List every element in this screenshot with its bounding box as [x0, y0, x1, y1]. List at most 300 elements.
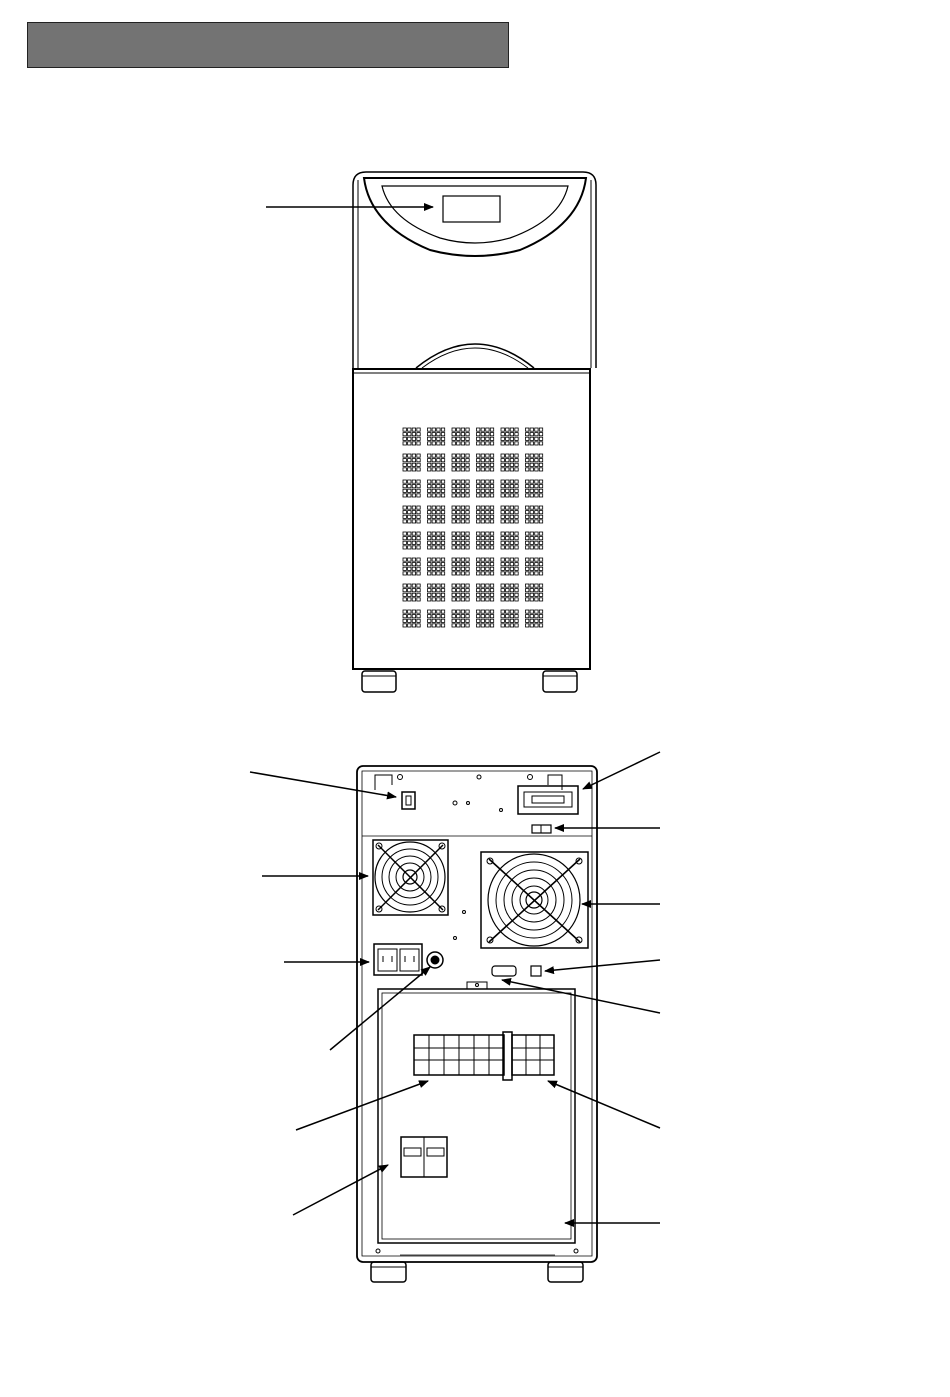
vent-hole: [437, 511, 440, 514]
vent-hole: [526, 619, 529, 622]
vent-hole: [486, 454, 489, 457]
vent-hole: [441, 459, 444, 462]
vent-hole: [437, 593, 440, 596]
vent-hole: [408, 541, 411, 544]
vent-hole: [501, 494, 504, 497]
vent-hole: [417, 589, 420, 592]
vent-hole: [466, 515, 469, 518]
vent-hole: [437, 459, 440, 462]
vent-hole: [428, 558, 431, 561]
vent-hole: [481, 541, 484, 544]
vent-hole: [403, 511, 406, 514]
vent-hole: [408, 468, 411, 471]
vent-hole: [490, 506, 493, 509]
vent-hole: [432, 624, 435, 627]
vent-hole: [412, 494, 415, 497]
vent-hole: [417, 515, 420, 518]
vent-hole: [526, 589, 529, 592]
vent-hole: [515, 468, 518, 471]
vent-hole: [452, 532, 455, 535]
vent-hole: [515, 567, 518, 570]
vent-hole: [457, 515, 460, 518]
vent-hole: [535, 454, 538, 457]
vent-hole: [481, 619, 484, 622]
vent-hole: [457, 619, 460, 622]
vent-hole: [452, 589, 455, 592]
vent-hole: [408, 558, 411, 561]
vent-hole: [457, 494, 460, 497]
vent-hole: [441, 593, 444, 596]
vent-hole: [461, 511, 464, 514]
vent-hole: [530, 532, 533, 535]
vent-hole: [490, 563, 493, 566]
vent-hole: [412, 442, 415, 445]
vent-hole: [486, 619, 489, 622]
vent-hole: [452, 615, 455, 618]
vent-hole: [526, 610, 529, 613]
vent-hole: [461, 532, 464, 535]
vent-hole: [477, 428, 480, 431]
vent-hole: [428, 541, 431, 544]
vent-hole: [535, 619, 538, 622]
vent-hole: [477, 563, 480, 566]
vent-hole: [526, 615, 529, 618]
vent-hole: [457, 480, 460, 483]
vent-hole: [432, 589, 435, 592]
vent-hole: [501, 433, 504, 436]
vent-hole: [457, 489, 460, 492]
vent-hole: [515, 515, 518, 518]
vent-hole: [481, 433, 484, 436]
vent-hole: [530, 567, 533, 570]
vent-hole: [452, 485, 455, 488]
vent-hole: [466, 485, 469, 488]
vent-hole: [535, 437, 538, 440]
rear-terminal-cover: [378, 989, 575, 1243]
vent-hole: [403, 515, 406, 518]
vent-hole: [417, 485, 420, 488]
vent-hole: [417, 520, 420, 523]
vent-hole: [535, 537, 538, 540]
vent-hole: [530, 480, 533, 483]
vent-hole: [539, 584, 542, 587]
vent-hole: [432, 485, 435, 488]
vent-hole: [412, 593, 415, 596]
vent-hole: [510, 532, 513, 535]
vent-hole: [452, 619, 455, 622]
vent-hole: [412, 532, 415, 535]
vent-hole: [457, 572, 460, 575]
vent-hole: [457, 468, 460, 471]
vent-hole: [510, 437, 513, 440]
vent-hole: [530, 624, 533, 627]
vent-hole: [417, 572, 420, 575]
vent-hole: [412, 489, 415, 492]
vent-hole: [539, 485, 542, 488]
vent-hole: [412, 598, 415, 601]
vent-hole: [408, 624, 411, 627]
vent-hole: [477, 515, 480, 518]
vent-hole: [526, 442, 529, 445]
vent-hole: [408, 489, 411, 492]
vent-hole: [437, 506, 440, 509]
vent-hole: [452, 468, 455, 471]
vent-hole: [452, 489, 455, 492]
vent-hole: [510, 468, 513, 471]
vent-hole: [539, 532, 542, 535]
vent-hole: [417, 506, 420, 509]
vent-hole: [510, 442, 513, 445]
vent-hole: [466, 511, 469, 514]
vent-hole: [526, 541, 529, 544]
vent-hole: [477, 494, 480, 497]
vent-hole: [432, 489, 435, 492]
vent-hole: [506, 520, 509, 523]
vent-hole: [486, 437, 489, 440]
vent-hole: [403, 442, 406, 445]
vent-hole: [461, 515, 464, 518]
vent-hole: [506, 584, 509, 587]
vent-hole: [466, 567, 469, 570]
front-view: [353, 172, 596, 692]
power-switch-callout-arrow: [250, 772, 396, 797]
vent-hole: [510, 615, 513, 618]
vent-hole: [417, 598, 420, 601]
vent-hole: [437, 541, 440, 544]
vent-hole: [539, 442, 542, 445]
vent-hole: [432, 433, 435, 436]
vent-hole: [417, 468, 420, 471]
vent-hole: [490, 468, 493, 471]
vent-hole: [428, 428, 431, 431]
vent-hole: [501, 489, 504, 492]
vent-hole: [481, 428, 484, 431]
vent-hole: [477, 489, 480, 492]
front-vent-grid: [403, 428, 543, 627]
vent-hole: [457, 485, 460, 488]
vent-hole: [526, 454, 529, 457]
vent-hole: [417, 563, 420, 566]
vent-hole: [412, 428, 415, 431]
vent-hole: [486, 541, 489, 544]
vent-hole: [466, 506, 469, 509]
vent-hole: [452, 610, 455, 613]
vent-hole: [506, 515, 509, 518]
vent-hole: [412, 584, 415, 587]
vent-hole: [481, 567, 484, 570]
vent-hole: [535, 598, 538, 601]
vent-hole: [477, 598, 480, 601]
vent-hole: [530, 494, 533, 497]
vent-hole: [437, 489, 440, 492]
vent-hole: [515, 428, 518, 431]
vent-hole: [481, 537, 484, 540]
vent-hole: [441, 584, 444, 587]
vent-hole: [437, 567, 440, 570]
vent-hole: [466, 563, 469, 566]
vent-hole: [437, 546, 440, 549]
vent-hole: [417, 428, 420, 431]
vent-hole: [501, 619, 504, 622]
vent-hole: [539, 515, 542, 518]
vent-hole: [506, 563, 509, 566]
vent-hole: [501, 610, 504, 613]
vent-hole: [530, 572, 533, 575]
vent-hole: [432, 563, 435, 566]
vent-hole: [437, 428, 440, 431]
vent-hole: [506, 489, 509, 492]
vent-hole: [539, 593, 542, 596]
vent-hole: [408, 463, 411, 466]
vent-hole: [432, 454, 435, 457]
vent-hole: [403, 589, 406, 592]
vent-hole: [515, 546, 518, 549]
vent-hole: [432, 463, 435, 466]
rear-right-callouts: [502, 752, 660, 1223]
vent-hole: [417, 480, 420, 483]
vent-hole: [530, 468, 533, 471]
vent-hole: [501, 480, 504, 483]
vent-hole: [510, 558, 513, 561]
vent-hole: [490, 624, 493, 627]
vent-hole: [515, 593, 518, 596]
rear-caster-right: [548, 1262, 583, 1282]
vent-hole: [466, 494, 469, 497]
vent-hole: [506, 494, 509, 497]
vent-hole: [457, 610, 460, 613]
vent-hole: [490, 463, 493, 466]
vent-hole: [428, 584, 431, 587]
vent-hole: [412, 437, 415, 440]
vent-hole: [403, 584, 406, 587]
vent-hole: [535, 520, 538, 523]
vent-hole: [530, 463, 533, 466]
vent-hole: [501, 463, 504, 466]
vent-hole: [412, 572, 415, 575]
vent-hole: [490, 480, 493, 483]
vent-hole: [490, 598, 493, 601]
vent-hole: [481, 437, 484, 440]
vent-hole: [539, 558, 542, 561]
vent-hole: [515, 619, 518, 622]
vent-hole: [461, 428, 464, 431]
vent-hole: [506, 567, 509, 570]
vent-hole: [515, 610, 518, 613]
vent-hole: [477, 572, 480, 575]
display-bezel: [364, 178, 586, 256]
vent-hole: [408, 485, 411, 488]
vent-hole: [441, 437, 444, 440]
vent-hole: [477, 624, 480, 627]
vent-hole: [535, 515, 538, 518]
vent-hole: [486, 572, 489, 575]
vent-hole: [501, 537, 504, 540]
vent-hole: [412, 480, 415, 483]
rear-large-fan: [481, 852, 588, 948]
vent-hole: [510, 563, 513, 566]
vent-hole: [481, 515, 484, 518]
vent-hole: [539, 506, 542, 509]
vent-hole: [432, 546, 435, 549]
vent-hole: [466, 463, 469, 466]
vent-hole: [510, 584, 513, 587]
vent-hole: [515, 485, 518, 488]
vent-hole: [539, 463, 542, 466]
vent-hole: [539, 610, 542, 613]
vent-hole: [535, 584, 538, 587]
vent-hole: [432, 537, 435, 540]
vent-hole: [510, 433, 513, 436]
vent-hole: [441, 619, 444, 622]
vent-hole: [441, 480, 444, 483]
vent-hole: [408, 615, 411, 618]
vent-hole: [441, 454, 444, 457]
vent-hole: [412, 515, 415, 518]
vent-hole: [417, 454, 420, 457]
vent-hole: [457, 428, 460, 431]
vent-hole: [501, 615, 504, 618]
vent-hole: [510, 459, 513, 462]
vent-hole: [461, 567, 464, 570]
vent-hole: [530, 506, 533, 509]
rear-ac-outlets: [374, 944, 422, 975]
vent-hole: [526, 428, 529, 431]
vent-hole: [526, 584, 529, 587]
vent-hole: [466, 428, 469, 431]
vent-hole: [510, 546, 513, 549]
vent-hole: [477, 520, 480, 523]
vent-hole: [515, 537, 518, 540]
vent-hole: [452, 437, 455, 440]
vent-hole: [510, 598, 513, 601]
vent-hole: [461, 489, 464, 492]
vent-hole: [535, 546, 538, 549]
vent-hole: [457, 532, 460, 535]
vent-hole: [437, 615, 440, 618]
vent-hole: [403, 463, 406, 466]
vent-hole: [441, 537, 444, 540]
vent-hole: [539, 619, 542, 622]
vent-hole: [481, 463, 484, 466]
vent-hole: [466, 546, 469, 549]
vent-hole: [506, 541, 509, 544]
vent-hole: [530, 558, 533, 561]
vent-hole: [526, 532, 529, 535]
vent-hole: [506, 619, 509, 622]
vent-hole: [466, 433, 469, 436]
vent-hole: [417, 610, 420, 613]
vent-hole: [486, 506, 489, 509]
vent-hole: [432, 610, 435, 613]
vent-hole: [441, 610, 444, 613]
vent-hole: [457, 624, 460, 627]
vent-hole: [432, 506, 435, 509]
vent-hole: [408, 598, 411, 601]
vent-hole: [437, 463, 440, 466]
vent-hole: [490, 433, 493, 436]
vent-hole: [441, 520, 444, 523]
vent-hole: [526, 494, 529, 497]
vent-hole: [441, 532, 444, 535]
vent-hole: [530, 442, 533, 445]
vent-hole: [510, 454, 513, 457]
vent-hole: [466, 589, 469, 592]
vent-hole: [461, 598, 464, 601]
vent-hole: [477, 619, 480, 622]
vent-hole: [501, 511, 504, 514]
vent-hole: [515, 459, 518, 462]
vent-hole: [408, 563, 411, 566]
vent-hole: [486, 584, 489, 587]
vent-hole: [515, 489, 518, 492]
vent-hole: [417, 442, 420, 445]
vent-hole: [461, 463, 464, 466]
vent-hole: [481, 563, 484, 566]
vent-hole: [412, 615, 415, 618]
vent-hole: [403, 541, 406, 544]
vent-hole: [477, 506, 480, 509]
vent-hole: [403, 468, 406, 471]
vent-hole: [452, 593, 455, 596]
vent-hole: [530, 615, 533, 618]
vent-hole: [486, 532, 489, 535]
vent-hole: [412, 619, 415, 622]
vent-hole: [408, 532, 411, 535]
vent-hole: [412, 520, 415, 523]
vent-hole: [481, 506, 484, 509]
vent-hole: [428, 610, 431, 613]
vent-hole: [526, 433, 529, 436]
vent-hole: [539, 598, 542, 601]
vent-hole: [490, 558, 493, 561]
vent-hole: [506, 468, 509, 471]
vent-hole: [515, 563, 518, 566]
vent-hole: [526, 598, 529, 601]
vent-hole: [466, 468, 469, 471]
vent-hole: [457, 511, 460, 514]
vent-hole: [506, 506, 509, 509]
vent-hole: [428, 537, 431, 540]
vent-hole: [515, 442, 518, 445]
vent-hole: [441, 567, 444, 570]
vent-hole: [428, 437, 431, 440]
vent-hole: [432, 480, 435, 483]
vent-hole: [526, 572, 529, 575]
rear-left-callouts: [250, 772, 430, 1215]
vent-hole: [437, 520, 440, 523]
vent-hole: [428, 485, 431, 488]
vent-hole: [408, 437, 411, 440]
vent-hole: [526, 485, 529, 488]
vent-hole: [510, 619, 513, 622]
vent-hole: [515, 541, 518, 544]
vent-hole: [490, 584, 493, 587]
vent-hole: [412, 610, 415, 613]
vent-hole: [428, 567, 431, 570]
vent-hole: [408, 537, 411, 540]
vent-hole: [437, 619, 440, 622]
vent-hole: [432, 532, 435, 535]
vent-hole: [510, 567, 513, 570]
vent-hole: [501, 515, 504, 518]
vent-hole: [437, 485, 440, 488]
vent-hole: [477, 468, 480, 471]
vent-hole: [486, 494, 489, 497]
vent-hole: [437, 437, 440, 440]
vent-hole: [501, 593, 504, 596]
vent-hole: [539, 546, 542, 549]
vent-hole: [526, 511, 529, 514]
